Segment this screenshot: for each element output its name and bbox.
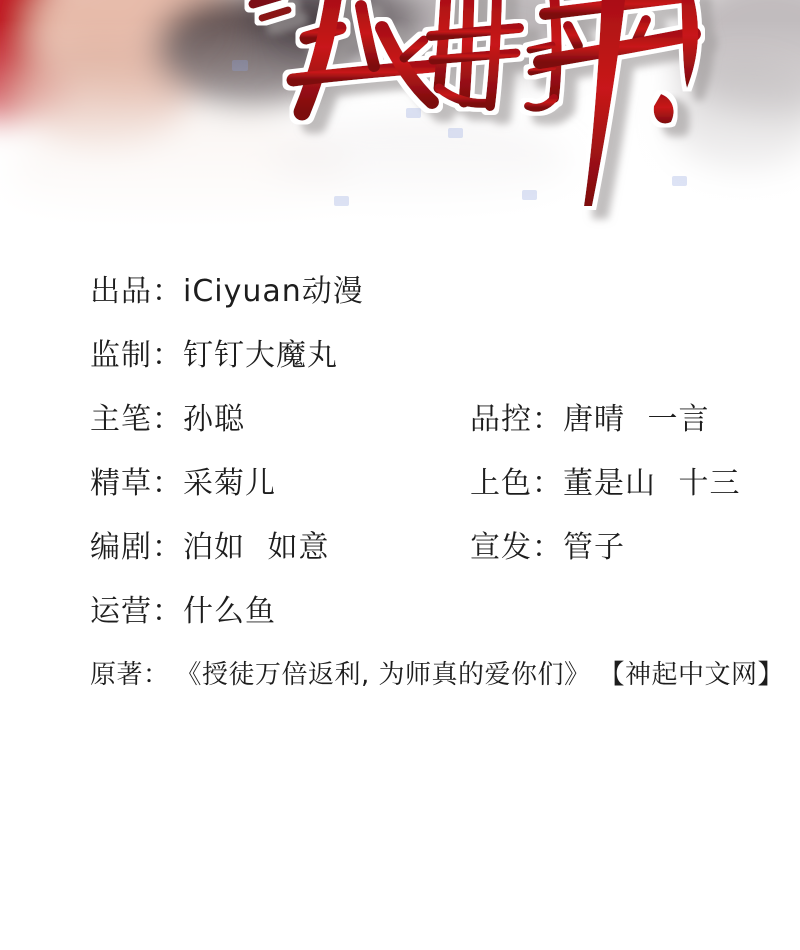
- credit-row-coloring: [470, 448, 741, 512]
- credit-row-producer: [90, 256, 750, 320]
- credit-value: 钉钉大魔丸: [183, 338, 338, 373]
- credit-label: 宣发：: [470, 530, 563, 565]
- credit-value: iCiyuan动漫: [183, 274, 364, 309]
- credit-label: 主笔：: [90, 402, 183, 437]
- credit-row-supervisor: [90, 320, 750, 384]
- original-work-title: 《授徒万倍返利, 为师真的爱你们》: [175, 659, 591, 690]
- credit-label: 编剧：: [90, 530, 183, 565]
- credit-row-operations: [90, 576, 750, 640]
- credit-row-screenwriter: [90, 512, 750, 576]
- credit-row-lead-artist: [90, 384, 750, 448]
- credit-label: 精草：: [90, 466, 183, 501]
- credit-label: 品控：: [470, 402, 563, 437]
- credit-value: 泊如 如意: [183, 530, 330, 565]
- credit-label: 运营：: [90, 594, 183, 629]
- credit-value: 董是山 十三: [563, 466, 741, 501]
- credit-label: 出品：: [90, 274, 183, 309]
- credit-row-promotion: [470, 512, 625, 576]
- credit-row-quality-control: [470, 384, 710, 448]
- credit-value: 孙聪: [183, 402, 245, 437]
- title-artwork: [0, 0, 800, 265]
- credit-value: 唐晴 一言: [563, 402, 710, 437]
- credit-value: 什么鱼: [183, 594, 276, 629]
- original-work-site: 【神起中文网】: [598, 659, 785, 690]
- credit-row-draft: [90, 448, 750, 512]
- credit-label: 上色：: [470, 466, 563, 501]
- credit-value: 采菊儿: [183, 466, 276, 501]
- original-work-row: [90, 640, 785, 704]
- credit-label: 监制：: [90, 338, 183, 373]
- credits-block: [90, 256, 785, 704]
- credit-value: 管子: [563, 530, 625, 565]
- credit-label: 原著：: [90, 659, 170, 690]
